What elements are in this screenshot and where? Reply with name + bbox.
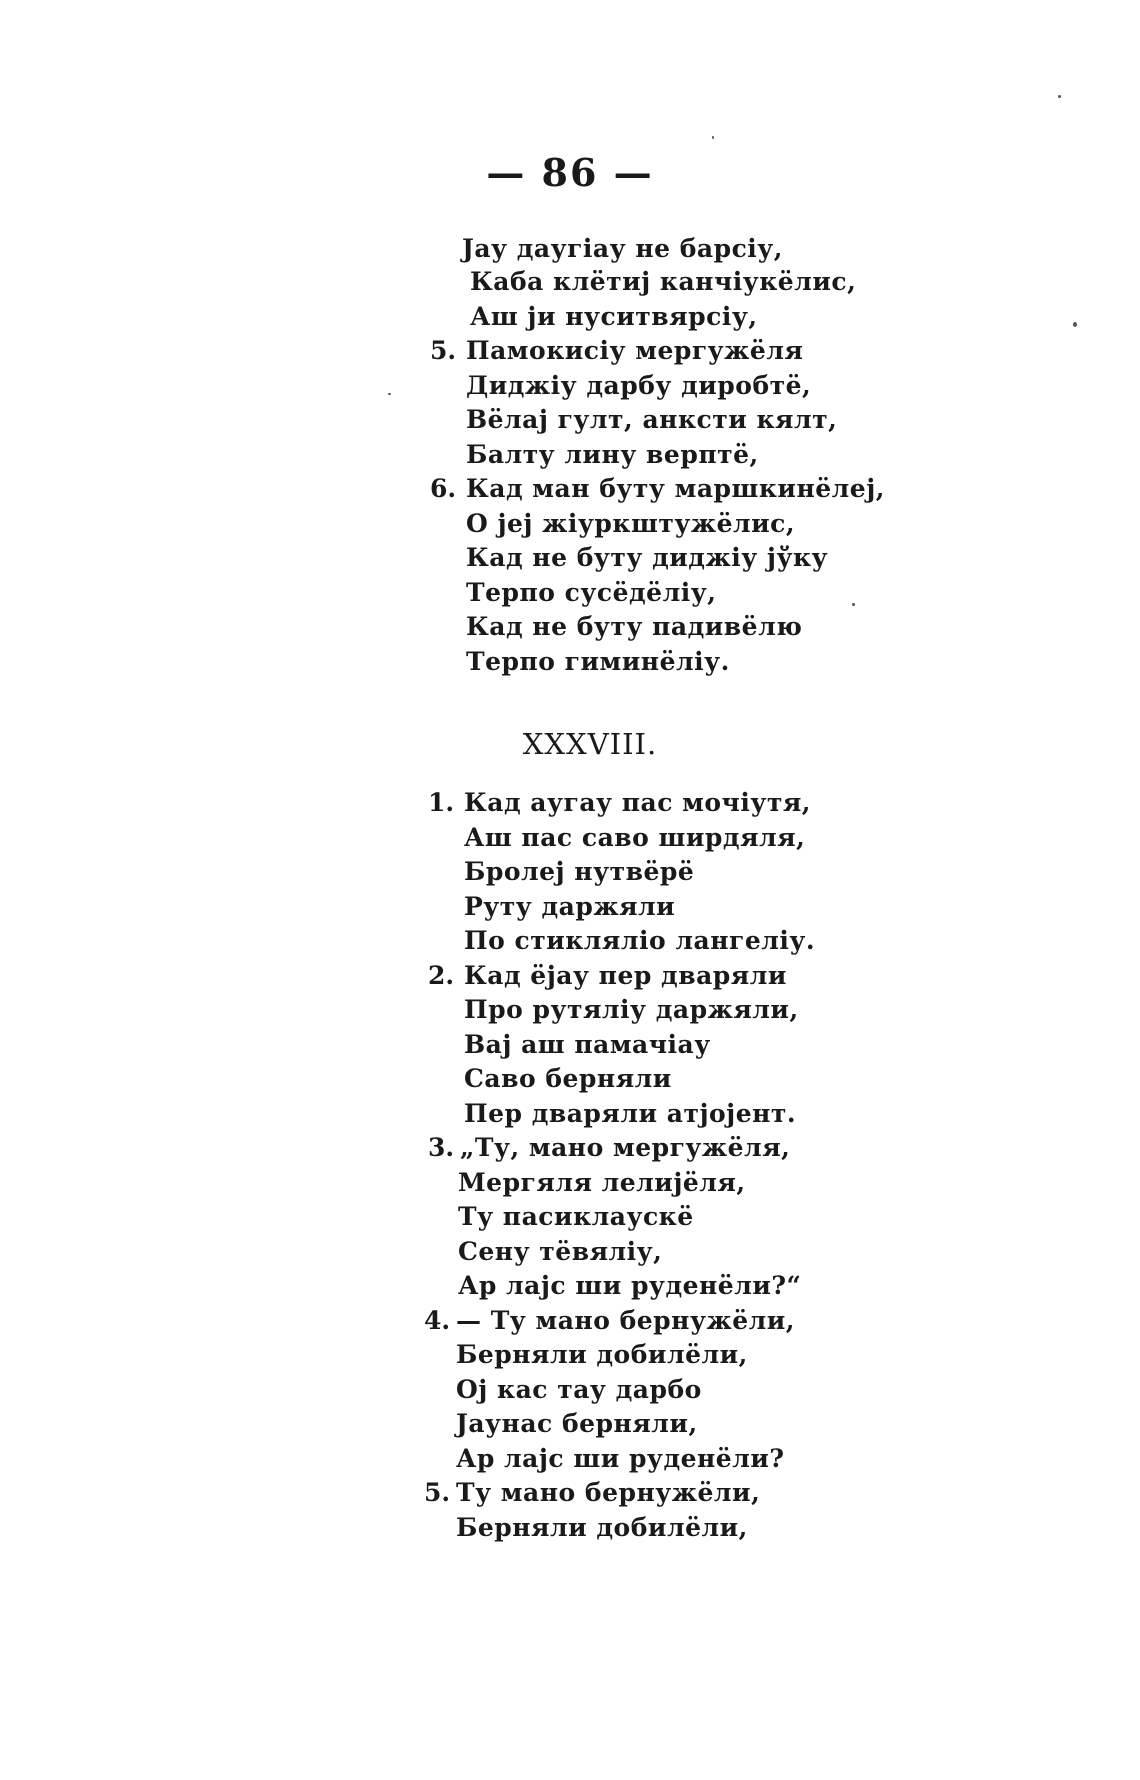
- verse-line: Јаунас берняли,: [456, 1409, 698, 1438]
- verse-line: Кад ёјау пер дваряли: [464, 961, 787, 990]
- stanza-number: 3.: [428, 1133, 455, 1162]
- verse-line: — Ту мано бернужёли,: [456, 1306, 795, 1335]
- verse-line: Балту лину верптё,: [466, 440, 759, 469]
- stanza-number: 2.: [428, 961, 455, 990]
- section-heading: XXXVIII.: [522, 727, 658, 761]
- stanza-number: 6.: [430, 474, 457, 503]
- verse-line: „Ту, мано мергужёля,: [460, 1133, 791, 1162]
- verse-line: Про рутяліу даржяли,: [464, 995, 799, 1024]
- stanza-number: 1.: [428, 788, 455, 817]
- verse-line: Сену тёвяліу,: [458, 1237, 663, 1266]
- scan-speck: [1058, 95, 1061, 98]
- page-number: — 86 —: [486, 150, 654, 195]
- verse-line: Пер дваряли атјојент.: [464, 1099, 797, 1128]
- scan-speck: [388, 393, 391, 395]
- verse-line: Ар лајс ши руденёли?: [456, 1444, 785, 1473]
- verse-line: Кад ман буту маршкинёлеј,: [466, 474, 885, 503]
- verse-line: Руту даржяли: [464, 892, 676, 921]
- verse-line: Бролеј нутвёрё: [464, 857, 695, 886]
- verse-line: Памокисіу мергужёля: [466, 336, 804, 365]
- verse-line: Ту пасиклаускё: [458, 1202, 694, 1231]
- verse-line: Терпо гиминёліу.: [466, 647, 730, 676]
- verse-line: Вёлај гулт, анксти кялт,: [466, 405, 838, 434]
- verse-line: Ој кас тау дарбо: [456, 1375, 702, 1404]
- verse-line: Саво берняли: [464, 1064, 672, 1093]
- scan-speck: [852, 603, 855, 606]
- verse-line: Вај аш памачіау: [464, 1030, 711, 1059]
- verse-line: Каба клётиј канчіукёлис,: [470, 267, 857, 296]
- verse-line: Берняли добилёли,: [456, 1340, 748, 1369]
- verse-line: Ту мано бернужёли,: [456, 1478, 761, 1507]
- verse-line: Терпо сусёдёліу,: [466, 578, 717, 607]
- verse-line: Мергяля лелијёля,: [458, 1168, 746, 1197]
- stanza-number: 5.: [424, 1478, 451, 1507]
- verse-line: Диджіу дарбу диробтё,: [466, 371, 812, 400]
- verse-line: По стикляліо лангеліу.: [464, 926, 816, 955]
- verse-line: Берняли добилёли,: [456, 1513, 748, 1542]
- scan-speck: [1073, 322, 1077, 327]
- verse-line: Ар лајс ши руденёли?“: [458, 1271, 802, 1300]
- verse-line: Аш пас саво ширдяля,: [464, 823, 806, 852]
- verse-line: Кад не буту падивёлю: [466, 612, 803, 641]
- verse-line: О јеј жіуркштужёлис,: [466, 509, 796, 538]
- scan-speck: [712, 136, 714, 139]
- stanza-number: 4.: [424, 1306, 451, 1335]
- verse-line: Кад не буту диджіу јўку: [466, 543, 829, 572]
- verse-line: Аш ји нуситвярсіу,: [470, 302, 758, 331]
- stanza-number: 5.: [430, 336, 457, 365]
- verse-line: Кад аугау пас мочіутя,: [464, 788, 812, 817]
- verse-line: Јау даугіау не барсіу,: [462, 234, 784, 263]
